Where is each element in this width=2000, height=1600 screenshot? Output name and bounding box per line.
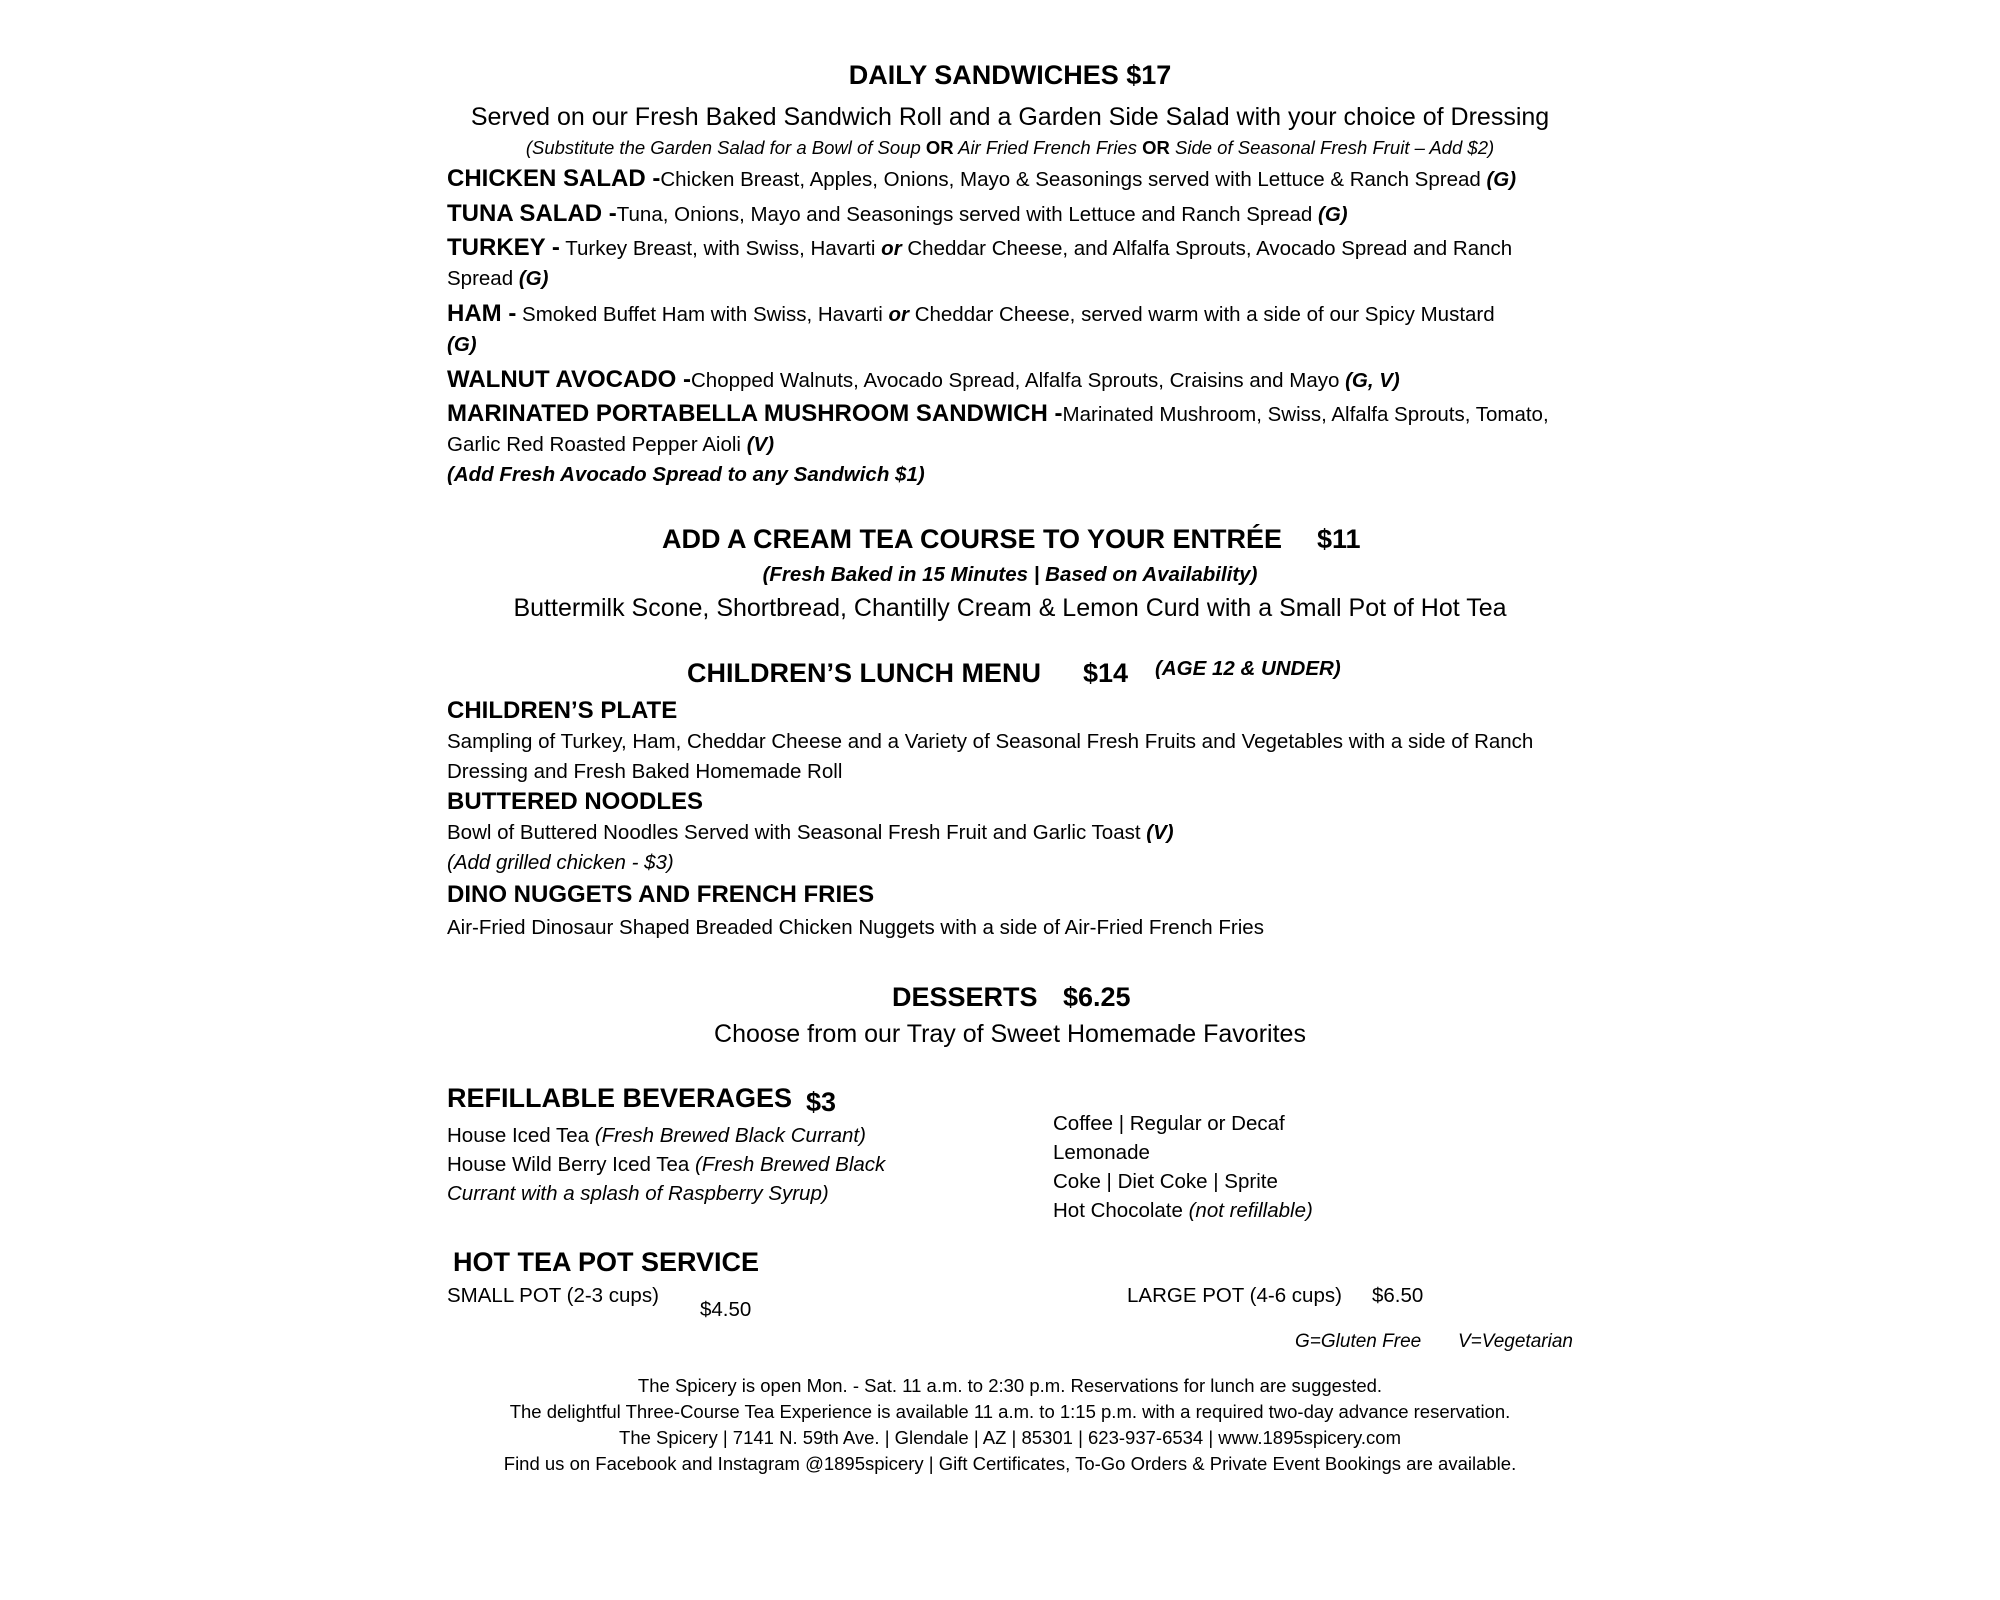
beverage-right-3	[1053, 1170, 1278, 1194]
item-name: TURKEY -	[447, 234, 560, 261]
sandwich-item-tuna-salad	[447, 199, 1597, 230]
beverage-left-1	[447, 1124, 866, 1148]
item-desc: Tuna, Onions, Mayo and Seasonings served with Lettuce and Ranch Spread	[616, 203, 1318, 226]
cream-tea-desc: Buttermilk Scone, Shortbread, Chantilly Cream & Lemon Curd with a Small Pot of Hot Tea	[513, 594, 1507, 622]
sandwich-item-walnut-avocado	[447, 365, 1597, 396]
diet-tag: (G)	[1486, 168, 1517, 191]
desserts-desc: Choose from our Tray of Sweet Homemade Favorites	[714, 1020, 1306, 1048]
footer-tea-experience: The delightful Three-Course Tea Experience is available 11 a.m. to 1:15 p.m. with a required two-day advance reservation.	[509, 1401, 1511, 1422]
sandwiches-title: DAILY SANDWICHES $17	[848, 60, 1172, 90]
item-name: MARINATED PORTABELLA MUSHROOM SANDWICH -	[447, 400, 1063, 427]
children-age-note: (AGE 12 & UNDER)	[1155, 657, 1341, 680]
sandwiches-subtitle: Served on our Fresh Baked Sandwich Roll and a Garden Side Salad with your choice of Dressing	[470, 103, 1550, 131]
desserts-price: $6.25	[1063, 982, 1131, 1012]
item-desc: Chopped Walnuts, Avocado Spread, Alfalfa Sprouts, Craisins and Mayo	[690, 369, 1346, 392]
legend-gluten-free: G=Gluten Free	[1295, 1331, 1422, 1352]
sandwich-item-ham	[447, 299, 1527, 360]
or-word: or	[881, 237, 902, 260]
beverage-right-2	[1053, 1141, 1150, 1165]
children-price: $14	[1083, 658, 1129, 688]
cream-tea-note: (Fresh Baked in 15 Minutes | Based on Availability)	[762, 563, 1258, 586]
children-title: CHILDREN’S LUNCH MENU	[687, 658, 1041, 688]
note-text-1: (Substitute the Garden Salad for a Bowl of Soup	[525, 137, 926, 158]
beverage-text: Coke | Diet Coke | Sprite	[1053, 1170, 1278, 1193]
beverage-text: Lemonade	[1053, 1141, 1150, 1164]
beverages-price: $3	[806, 1087, 837, 1117]
beverage-text: Hot Chocolate	[1053, 1199, 1189, 1222]
beverage-note: (Fresh Brewed Black Currant)	[594, 1124, 866, 1147]
sandwiches-substitute-note	[420, 137, 1600, 159]
note-text-3: Side of Seasonal Fresh Fruit – Add $2)	[1169, 137, 1495, 158]
beverage-text: House Iced Tea	[447, 1124, 595, 1147]
cream-tea-price: $11	[1317, 524, 1361, 554]
sandwich-item-chicken-salad	[447, 164, 1597, 195]
beverage-left-3	[447, 1182, 829, 1206]
beverage-text: Coffee | Regular or Decaf	[1053, 1112, 1285, 1135]
small-pot-price: $4.50	[700, 1298, 752, 1321]
dino-nuggets-name: DINO NUGGETS AND FRENCH FRIES	[447, 881, 875, 908]
childrens-plate-name: CHILDREN’S PLATE	[447, 697, 678, 724]
footer-address: The Spicery | 7141 N. 59th Ave. | Glendale | AZ | 85301 | 623-937-6534 | www.1895spicery.com	[619, 1427, 1401, 1448]
beverage-text: House Wild Berry Iced Tea	[447, 1153, 696, 1176]
beverage-left-2	[447, 1153, 885, 1177]
large-pot-price: $6.50	[1372, 1284, 1424, 1307]
sandwich-item-portabella	[447, 399, 1567, 460]
small-pot-label: SMALL POT (2-3 cups)	[447, 1284, 659, 1307]
buttered-noodles-desc	[447, 818, 1587, 848]
buttered-noodles-name: BUTTERED NOODLES	[447, 788, 704, 815]
desserts-title: DESSERTS	[892, 982, 1038, 1012]
beverages-title: REFILLABLE BEVERAGES	[447, 1083, 793, 1113]
diet-tag: (G)	[1318, 203, 1348, 226]
sandwich-item-turkey	[447, 233, 1527, 294]
item-desc: Chicken Breast, Apples, Onions, Mayo & Seasonings served with Lettuce & Ranch Spread	[660, 168, 1487, 191]
item-desc: Marinated Mushroom, Swiss, Alfalfa Sprouts, Tomato, Garlic Red Roasted Pepper Aioli	[447, 403, 1549, 456]
cream-tea-title: ADD A CREAM TEA COURSE TO YOUR ENTRÉE	[662, 524, 1283, 554]
footer-hours: The Spicery is open Mon. - Sat. 11 a.m. to 2:30 p.m. Reservations for lunch are suggested.	[637, 1375, 1383, 1396]
item-desc: Bowl of Buttered Noodles Served with Seasonal Fresh Fruit and Garlic Toast	[447, 821, 1147, 844]
large-pot-label: LARGE POT (4-6 cups)	[1127, 1284, 1342, 1307]
diet-tag: (V)	[746, 433, 775, 456]
diet-tag: (G, V)	[1345, 369, 1400, 392]
note-or-2: OR	[1142, 137, 1170, 158]
item-desc: Turkey Breast, with Swiss, Havarti	[559, 237, 882, 260]
childrens-plate-desc: Sampling of Turkey, Ham, Cheddar Cheese and a Variety of Seasonal Fresh Fruits and Vegetables with a side of Ranch Dressing and Fresh Baked Homemade Roll	[447, 730, 1534, 783]
diet-tag: (V)	[1146, 821, 1174, 844]
beverage-right-1	[1053, 1112, 1285, 1136]
beverage-note: Currant with a splash of Raspberry Syrup)	[447, 1182, 829, 1205]
beverage-right-4	[1053, 1199, 1313, 1223]
beverage-note: (not refillable)	[1188, 1199, 1313, 1222]
diet-tag: (G)	[447, 333, 477, 356]
item-name: HAM -	[447, 300, 517, 327]
item-desc: Cheddar Cheese, and Alfalfa Sprouts, Avocado Spread and Ranch Spread	[447, 237, 1513, 290]
note-text-2: Air Fried French Fries	[953, 137, 1143, 158]
item-desc: Cheddar Cheese, served warm with a side of our Spicy Mustard	[909, 303, 1495, 326]
beverage-note: (Fresh Brewed Black	[695, 1153, 886, 1176]
legend-vegetarian: V=Vegetarian	[1458, 1331, 1573, 1352]
dino-nuggets-desc: Air-Fried Dinosaur Shaped Breaded Chicken Nuggets with a side of Air-Fried French Fries	[447, 916, 1264, 939]
noodles-addon-note: (Add grilled chicken - $3)	[447, 851, 674, 874]
footer-social: Find us on Facebook and Instagram @1895spicery | Gift Certificates, To-Go Orders & Private Event Bookings are available.	[503, 1453, 1517, 1474]
or-word: or	[888, 303, 909, 326]
item-name: WALNUT AVOCADO -	[447, 366, 691, 393]
hot-tea-title: HOT TEA POT SERVICE	[453, 1247, 760, 1277]
note-or-1: OR	[925, 137, 954, 158]
item-name: TUNA SALAD -	[447, 200, 617, 227]
avocado-addon-note: (Add Fresh Avocado Spread to any Sandwich $1)	[447, 463, 925, 486]
diet-tag: (G)	[518, 267, 549, 290]
item-desc: Smoked Buffet Ham with Swiss, Havarti	[516, 303, 889, 326]
item-name: CHICKEN SALAD -	[447, 165, 661, 192]
